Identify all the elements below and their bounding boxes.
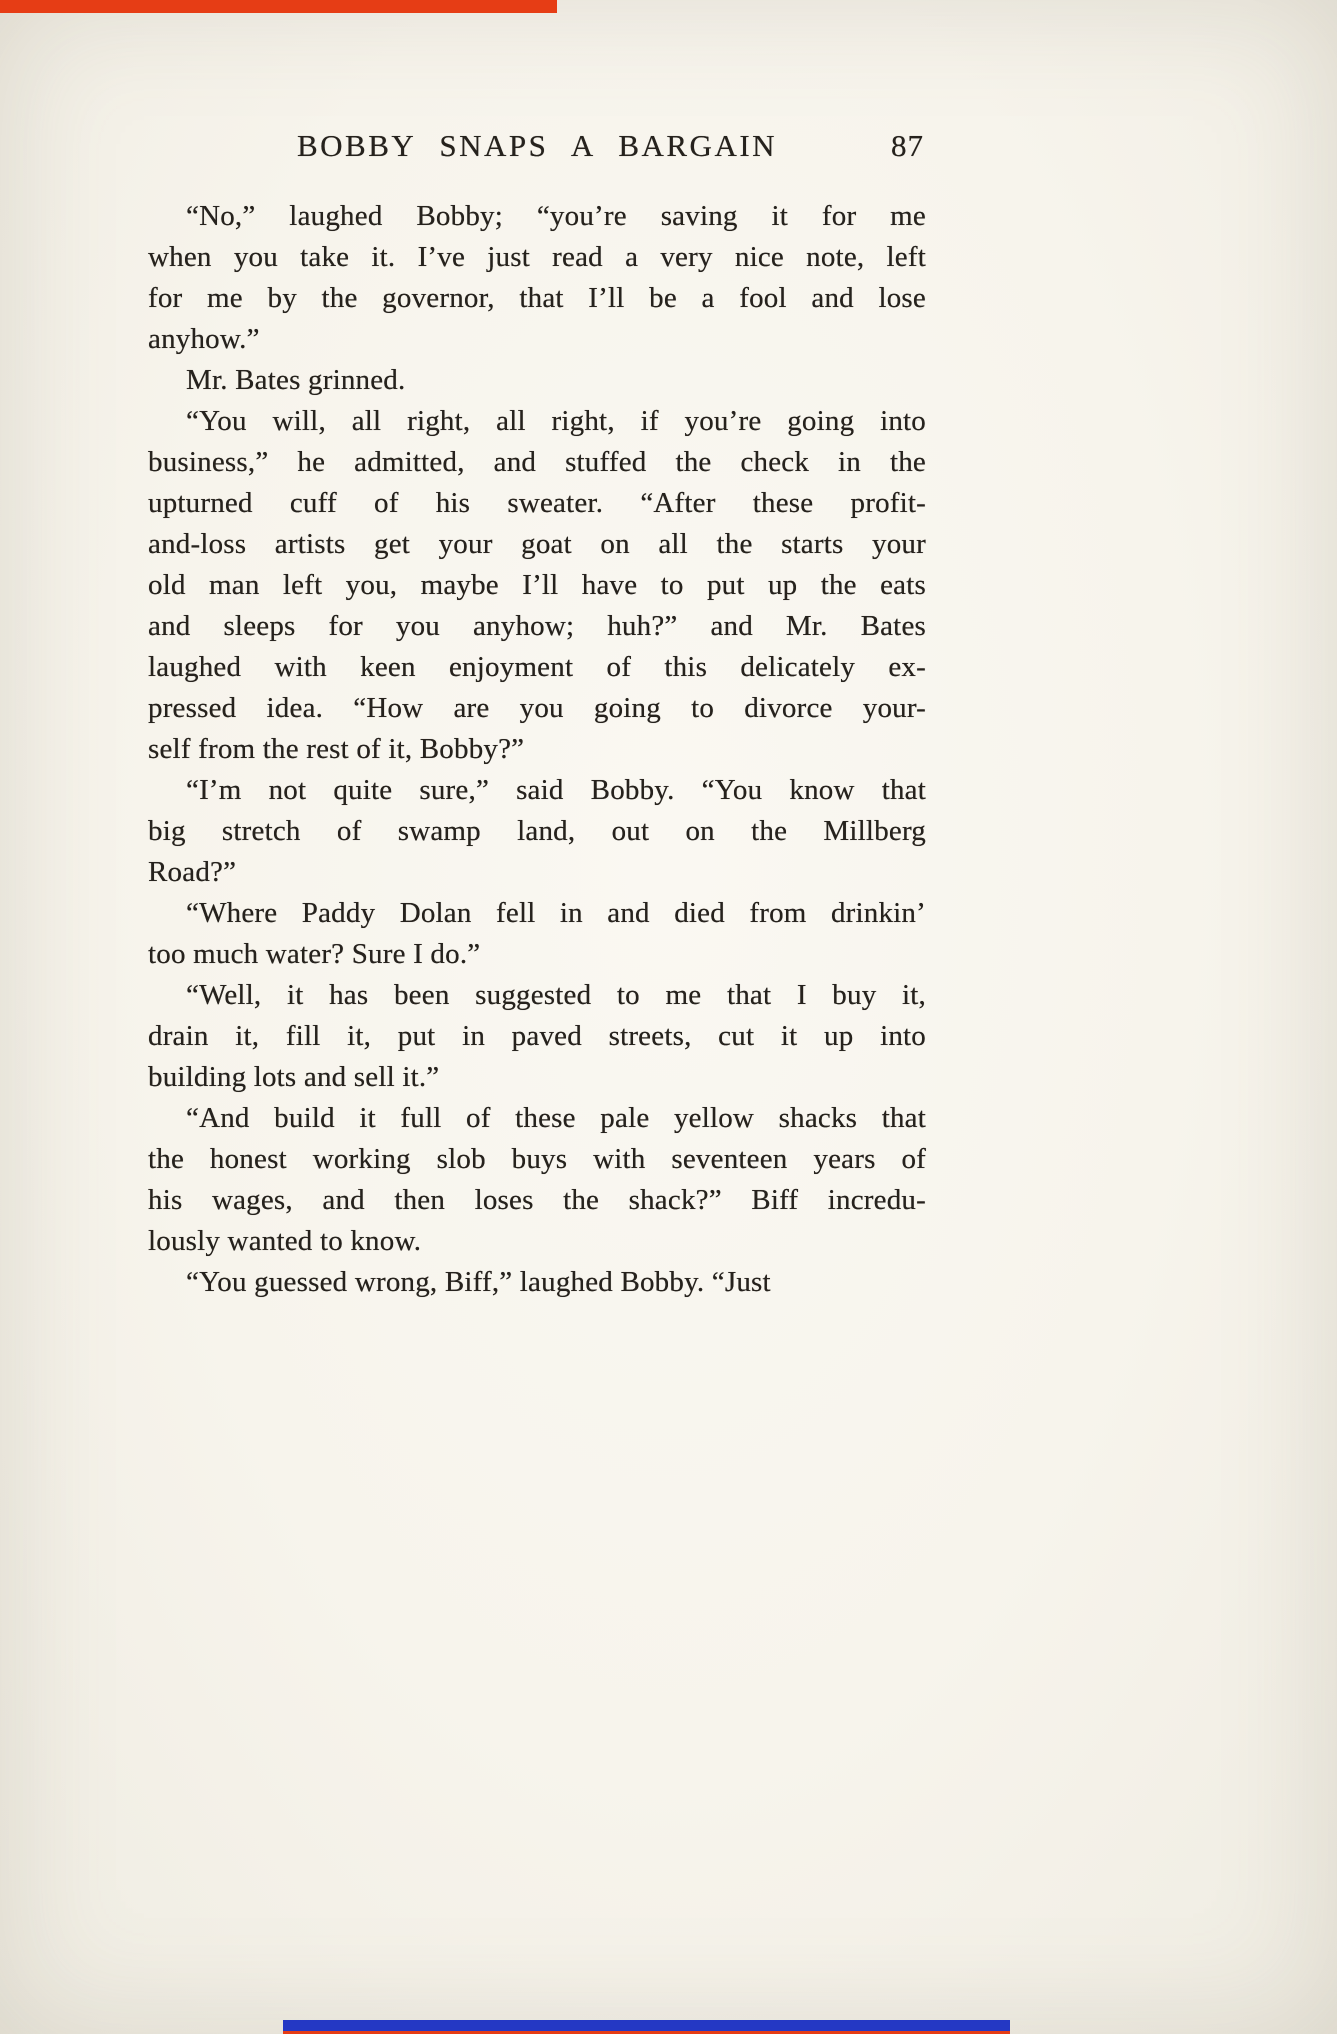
running-head-title: BOBBY SNAPS A BARGAIN bbox=[296, 128, 778, 163]
text-line: anyhow.” bbox=[148, 323, 260, 355]
text-line: drain it, fill it, put in paved streets, cut it up into bbox=[148, 1020, 926, 1052]
text-line: and-loss artists get your goat on all the starts your bbox=[148, 528, 926, 560]
text-line: “And build it full of these pale yellow shacks that bbox=[186, 1102, 926, 1134]
paragraph bbox=[148, 196, 926, 360]
scan-artifact-top-bar bbox=[0, 0, 557, 13]
text-line: “I’m not quite sure,” said Bobby. “You know that bbox=[186, 774, 926, 806]
text-line: “Where Paddy Dolan fell in and died from drinkin’ bbox=[186, 897, 926, 929]
text-line: his wages, and then loses the shack?” Biff incredu- bbox=[148, 1184, 926, 1216]
text-line: upturned cuff of his sweater. “After these profit- bbox=[148, 487, 926, 519]
text-line: Mr. Bates grinned. bbox=[186, 364, 406, 396]
text-line: “You guessed wrong, Biff,” laughed Bobby. “Just bbox=[186, 1266, 771, 1298]
scan-artifact-bottom-bar bbox=[283, 2020, 1010, 2031]
paragraph bbox=[148, 893, 926, 975]
paragraph bbox=[148, 1098, 926, 1262]
paragraph bbox=[148, 360, 926, 401]
text-line: old man left you, maybe I’ll have to put up the eats bbox=[148, 569, 926, 601]
text-line: pressed idea. “How are you going to divorce your- bbox=[148, 692, 926, 724]
text-line: when you take it. I’ve just read a very nice note, left bbox=[148, 241, 926, 273]
text-line: “No,” laughed Bobby; “you’re saving it for me bbox=[186, 200, 926, 232]
paragraph bbox=[148, 975, 926, 1098]
page-header bbox=[148, 128, 926, 168]
text-line: lously wanted to know. bbox=[148, 1225, 422, 1257]
text-line: big stretch of swamp land, out on the Millberg bbox=[148, 815, 926, 847]
text-line: building lots and sell it.” bbox=[148, 1061, 440, 1093]
text-line: and sleeps for you anyhow; huh?” and Mr. Bates bbox=[148, 610, 926, 642]
text-line: self from the rest of it, Bobby?” bbox=[148, 733, 525, 765]
text-line: business,” he admitted, and stuffed the check in the bbox=[148, 446, 926, 478]
text-line: laughed with keen enjoyment of this delicately ex- bbox=[148, 651, 926, 683]
text-line: “Well, it has been suggested to me that I buy it, bbox=[186, 979, 926, 1011]
paragraph bbox=[148, 1262, 926, 1303]
text-line: “You will, all right, all right, if you’re going into bbox=[186, 405, 926, 437]
paragraph bbox=[148, 770, 926, 893]
text-line: too much water? Sure I do.” bbox=[148, 938, 481, 970]
text-line: Road?” bbox=[148, 856, 237, 888]
text-line: for me by the governor, that I’ll be a fool and lose bbox=[148, 282, 926, 314]
paragraph bbox=[148, 401, 926, 770]
text-block bbox=[148, 196, 926, 1303]
text-line: the honest working slob buys with seventeen years of bbox=[148, 1143, 926, 1175]
page-number: 87 bbox=[891, 128, 924, 163]
